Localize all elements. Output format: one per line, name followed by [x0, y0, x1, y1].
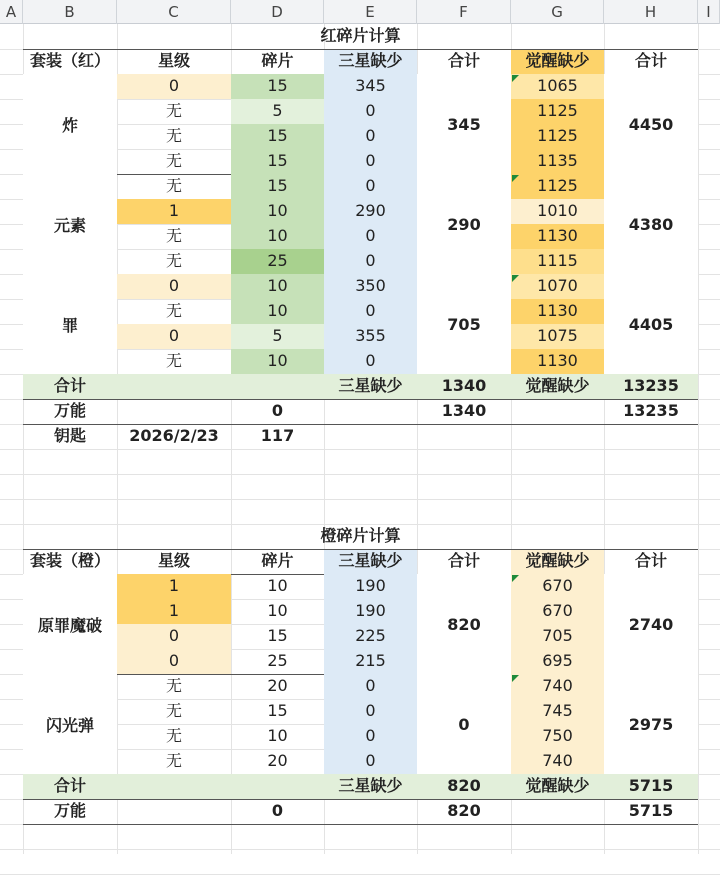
- star-level-cell[interactable]: 0: [168, 276, 180, 295]
- shard-cell[interactable]: 25: [267, 651, 288, 670]
- awaken-missing-cell[interactable]: 1125: [537, 101, 578, 120]
- header-star[interactable]: 星级: [157, 51, 190, 70]
- awaken-missing-cell[interactable]: 1125: [537, 126, 578, 145]
- shard-cell[interactable]: 15: [267, 626, 288, 645]
- shard-cell[interactable]: 10: [267, 726, 288, 745]
- three-star-missing-cell[interactable]: 0: [365, 126, 376, 145]
- three-star-missing-cell[interactable]: 355: [355, 326, 386, 345]
- star-level-cell[interactable]: 无: [165, 251, 182, 270]
- awaken-missing-cell[interactable]: 1130: [537, 301, 578, 320]
- summary-three-label[interactable]: 三星缺少: [338, 776, 403, 795]
- awaken-missing-cell[interactable]: 740: [542, 676, 573, 695]
- column-header-h[interactable]: H: [604, 0, 698, 24]
- three-star-missing-cell[interactable]: 0: [365, 751, 376, 770]
- column-header-c[interactable]: C: [117, 0, 231, 24]
- header-set[interactable]: 套装（红）: [29, 51, 110, 70]
- column-header-a[interactable]: A: [0, 0, 23, 24]
- summary-three-value[interactable]: 820: [447, 776, 481, 795]
- three-star-total[interactable]: 820: [417, 574, 511, 674]
- summary-awaken-value[interactable]: 13235: [623, 376, 679, 395]
- column-header-g[interactable]: G: [511, 0, 604, 24]
- awaken-missing-cell[interactable]: 1065: [537, 76, 578, 95]
- row-gridline: [0, 849, 720, 850]
- awaken-total[interactable]: 4450: [604, 74, 698, 174]
- awaken-missing-cell[interactable]: 705: [542, 626, 573, 645]
- header-total1[interactable]: 合计: [447, 551, 480, 570]
- star-level-cell[interactable]: 1: [168, 601, 180, 620]
- star-level-cell[interactable]: 0: [168, 651, 180, 670]
- row-gridline: [0, 449, 720, 450]
- column-header-e[interactable]: E: [324, 0, 417, 24]
- row-gridline: [0, 499, 720, 500]
- awaken-missing-cell[interactable]: 1135: [537, 151, 578, 170]
- header-star[interactable]: 星级: [157, 551, 190, 570]
- summary-three-value[interactable]: 1340: [441, 376, 487, 395]
- key-value[interactable]: 117: [260, 426, 295, 445]
- awaken-missing-cell[interactable]: 1010: [537, 201, 578, 220]
- three-star-total[interactable]: 345: [417, 74, 511, 174]
- awaken-total[interactable]: 2975: [604, 674, 698, 774]
- three-star-total[interactable]: 705: [417, 274, 511, 374]
- summary-label[interactable]: 合计: [53, 376, 86, 395]
- three-star-missing-cell[interactable]: 0: [365, 301, 376, 320]
- summary-awaken-label[interactable]: 觉醒缺少: [525, 376, 590, 395]
- star-level-cell[interactable]: 无: [165, 101, 182, 120]
- three-star-missing-cell[interactable]: 215: [355, 651, 386, 670]
- shard-cell[interactable]: 10: [267, 276, 288, 295]
- three-star-missing-cell[interactable]: 225: [355, 626, 386, 645]
- shard-cell[interactable]: 20: [267, 751, 288, 770]
- three-star-missing-cell[interactable]: 0: [365, 151, 376, 170]
- three-star-missing-cell[interactable]: 0: [365, 676, 376, 695]
- comment-flag-icon: [512, 275, 519, 282]
- awaken-missing-cell[interactable]: 1075: [537, 326, 578, 345]
- universal-label[interactable]: 万能: [53, 801, 86, 820]
- three-star-missing-cell[interactable]: 190: [355, 601, 386, 620]
- key-label[interactable]: 钥匙: [53, 426, 86, 445]
- awaken-missing-cell[interactable]: 750: [542, 726, 573, 745]
- comment-flag-icon: [512, 175, 519, 182]
- table-border: [23, 799, 698, 800]
- column-header-d[interactable]: D: [231, 0, 324, 24]
- star-level-cell[interactable]: 无: [165, 226, 182, 245]
- universal-three-total[interactable]: 820: [447, 801, 481, 820]
- table-border: [23, 824, 698, 825]
- three-star-total[interactable]: 0: [417, 674, 511, 774]
- header-total2[interactable]: 合计: [634, 551, 667, 570]
- column-header-f[interactable]: F: [417, 0, 511, 24]
- awaken-total[interactable]: 4380: [604, 174, 698, 274]
- star-level-cell[interactable]: 无: [165, 351, 182, 370]
- red-table-title[interactable]: 红碎片计算: [320, 26, 401, 45]
- awaken-missing-cell[interactable]: 740: [542, 751, 573, 770]
- star-level-cell[interactable]: 无: [165, 126, 182, 145]
- shard-cell[interactable]: 10: [267, 301, 288, 320]
- star-level-cell[interactable]: 1: [168, 576, 180, 595]
- summary-awaken-value[interactable]: 5715: [628, 776, 674, 795]
- awaken-missing-cell[interactable]: 1070: [537, 276, 578, 295]
- universal-label[interactable]: 万能: [53, 401, 86, 420]
- shard-cell[interactable]: 20: [267, 676, 288, 695]
- set-name[interactable]: 罪: [23, 274, 117, 374]
- three-star-missing-cell[interactable]: 345: [355, 76, 386, 95]
- three-star-missing-cell[interactable]: 0: [365, 726, 376, 745]
- three-star-missing-cell[interactable]: 0: [365, 701, 376, 720]
- star-level-cell[interactable]: 无: [165, 751, 182, 770]
- header-shard[interactable]: 碎片: [261, 551, 294, 570]
- star-level-cell[interactable]: 0: [168, 76, 180, 95]
- star-level-cell[interactable]: 无: [165, 676, 182, 695]
- three-star-missing-cell[interactable]: 190: [355, 576, 386, 595]
- header-three[interactable]: 三星缺少: [338, 551, 403, 570]
- universal-awaken-total[interactable]: 5715: [628, 801, 674, 820]
- shard-cell[interactable]: 10: [267, 201, 288, 220]
- shard-cell[interactable]: 15: [267, 701, 288, 720]
- shard-cell[interactable]: 15: [267, 126, 288, 145]
- star-level-cell[interactable]: 0: [168, 326, 180, 345]
- star-level-cell[interactable]: 无: [165, 151, 182, 170]
- row-gridline: [0, 474, 720, 475]
- shard-cell[interactable]: 15: [267, 76, 288, 95]
- comment-flag-icon: [512, 675, 519, 682]
- shard-cell[interactable]: 10: [267, 226, 288, 245]
- universal-awaken-total[interactable]: 13235: [623, 401, 679, 420]
- table-border: [23, 49, 698, 50]
- summary-awaken-label[interactable]: 觉醒缺少: [525, 776, 590, 795]
- star-level-cell[interactable]: 1: [168, 201, 180, 220]
- comment-flag-icon: [512, 75, 519, 82]
- header-total2[interactable]: 合计: [634, 51, 667, 70]
- column-header-i[interactable]: I: [698, 0, 720, 24]
- table-border: [23, 549, 698, 550]
- star-level-cell[interactable]: 无: [165, 176, 182, 195]
- shard-cell[interactable]: 15: [267, 176, 288, 195]
- universal-shard[interactable]: 0: [271, 801, 284, 820]
- set-name[interactable]: 炸: [23, 74, 117, 174]
- awaken-missing-cell[interactable]: 745: [542, 701, 573, 720]
- shard-cell[interactable]: 10: [267, 576, 288, 595]
- star-level-cell[interactable]: 0: [168, 626, 180, 645]
- awaken-missing-cell[interactable]: 1115: [537, 251, 578, 270]
- star-level-cell[interactable]: 无: [165, 301, 182, 320]
- star-level-cell[interactable]: 无: [165, 701, 182, 720]
- key-date[interactable]: 2026/2/23: [129, 426, 219, 445]
- orange-table-title[interactable]: 橙碎片计算: [320, 526, 401, 545]
- header-shard[interactable]: 碎片: [261, 51, 294, 70]
- column-header-bar: [0, 0, 720, 24]
- shard-cell[interactable]: 25: [267, 251, 288, 270]
- three-star-missing-cell[interactable]: 0: [365, 226, 376, 245]
- universal-three-total[interactable]: 1340: [441, 401, 487, 420]
- shard-cell[interactable]: 10: [267, 351, 288, 370]
- table-border: [23, 399, 698, 400]
- three-star-missing-cell[interactable]: 290: [355, 201, 386, 220]
- three-star-missing-cell[interactable]: 0: [365, 351, 376, 370]
- set-name[interactable]: 闪光弹: [23, 674, 117, 774]
- shard-cell[interactable]: 5: [272, 101, 283, 120]
- header-awaken[interactable]: 觉醒缺少: [525, 51, 590, 70]
- shard-cell[interactable]: 10: [267, 601, 288, 620]
- awaken-missing-cell[interactable]: 1125: [537, 176, 578, 195]
- summary-label[interactable]: 合计: [53, 776, 86, 795]
- set-name[interactable]: 原罪魔破: [23, 574, 117, 674]
- three-star-missing-cell[interactable]: 0: [365, 176, 376, 195]
- header-awaken[interactable]: 觉醒缺少: [525, 551, 590, 570]
- header-set[interactable]: 套装（橙）: [29, 551, 110, 570]
- three-star-missing-cell[interactable]: 0: [365, 101, 376, 120]
- summary-three-label[interactable]: 三星缺少: [338, 376, 403, 395]
- awaken-missing-cell[interactable]: 1130: [537, 351, 578, 370]
- awaken-missing-cell[interactable]: 1130: [537, 226, 578, 245]
- set-name[interactable]: 元素: [23, 174, 117, 274]
- shard-cell[interactable]: 15: [267, 151, 288, 170]
- three-star-total[interactable]: 290: [417, 174, 511, 274]
- universal-shard[interactable]: 0: [271, 401, 284, 420]
- comment-flag-icon: [512, 575, 519, 582]
- awaken-missing-cell[interactable]: 670: [542, 601, 573, 620]
- three-star-missing-cell[interactable]: 0: [365, 251, 376, 270]
- awaken-missing-cell[interactable]: 670: [542, 576, 573, 595]
- star-level-cell[interactable]: 无: [165, 726, 182, 745]
- awaken-total[interactable]: 4405: [604, 274, 698, 374]
- awaken-missing-cell[interactable]: 695: [542, 651, 573, 670]
- shard-cell[interactable]: 5: [272, 326, 283, 345]
- header-three[interactable]: 三星缺少: [338, 51, 403, 70]
- three-star-missing-cell[interactable]: 350: [355, 276, 386, 295]
- awaken-total[interactable]: 2740: [604, 574, 698, 674]
- header-total1[interactable]: 合计: [447, 51, 480, 70]
- column-header-b[interactable]: B: [23, 0, 117, 24]
- spreadsheet-grid[interactable]: [0, 24, 720, 854]
